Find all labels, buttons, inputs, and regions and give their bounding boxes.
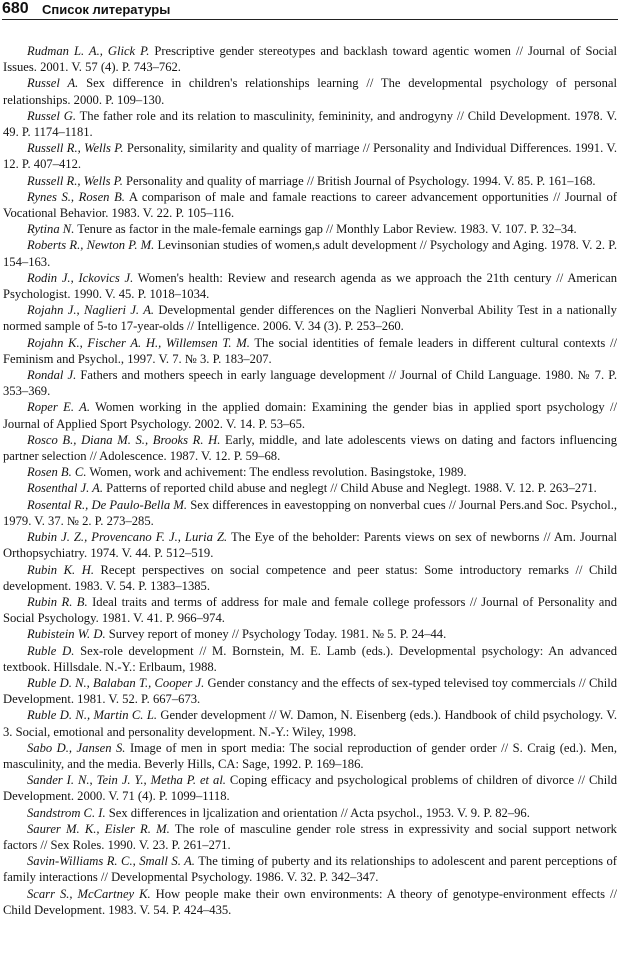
- reference-text: Personality, similarity and quality of marriage // Personality and Individual Differences. 1991. V. 12. P. 407–412.: [3, 141, 618, 172]
- reference-text: Gender development // W. Damon, N. Eisenberg (eds.). Handbook of child psychology. V. 3. Social, emotional and personality development. N.-Y.: Wiley, 1998.: [3, 708, 617, 739]
- reference-entry: [3, 75, 617, 107]
- reference-authors: Rubin J. Z., Provencano F. J., Luria Z.: [27, 530, 228, 545]
- reference-entry: [3, 189, 617, 221]
- reference-authors: Russell R., Wells P.: [27, 141, 124, 156]
- reference-text: Women's health: Review and research agenda as we approach the 21th century // American Psychologist. 1990. V. 45. P. 1018–1034.: [3, 270, 617, 302]
- reference-text: Sex differences in ljcalization and orientation // Acta psychol., 1953. V. 9. P. 82–96.: [105, 805, 530, 820]
- reference-text: The father role and its relation to masculinity, femininity, and androgyny // Child Development. 1978. V. 49. P. 1174–1181.: [3, 108, 617, 140]
- reference-text: Ideal traits and terms of address for male and female college professors // Journal of Personality and Social Psychology. 1981. V. 41. P. 966–974.: [3, 594, 617, 626]
- reference-entry: [3, 740, 617, 772]
- reference-entry: [3, 594, 617, 626]
- reference-entry: [3, 237, 617, 269]
- reference-entry: [3, 302, 617, 334]
- reference-text: Early, middle, and late adolescents views on dating and factors influencing partner selection // Adolescence. 1987. V. 12. P. 59–68.: [3, 432, 617, 464]
- running-header: [2, 0, 618, 20]
- reference-entry: [3, 675, 617, 707]
- reference-entry: [3, 270, 617, 302]
- reference-entry: [3, 480, 617, 496]
- reference-entry: [3, 626, 617, 642]
- page-number: 680: [2, 0, 29, 17]
- reference-text: The Eye of the beholder: Parents views on sex of newborns // Am. Journal Orthopsychiatry. 1974. V. 44. P. 512–519.: [3, 530, 618, 561]
- reference-entry: [3, 399, 617, 431]
- reference-entry: [3, 772, 617, 804]
- reference-authors: Roper E. A.: [27, 400, 90, 415]
- reference-authors: Roberts R., Newton P. M.: [27, 238, 155, 253]
- reference-text: The timing of puberty and its relationships to adolescent and parent perceptions of family interactions // Developmental Psychology. 1986. V. 32. P. 342–347.: [3, 854, 617, 885]
- reference-text: How people make their own environments: A theory of genotype-environment effects // Child Development. 1983. V. 54. P. 424–435.: [3, 886, 617, 917]
- reference-authors: Rondal J.: [27, 368, 77, 383]
- reference-authors: Russel A.: [27, 76, 79, 91]
- reference-text: Levinsonian studies of women,s adult development // Psychology and Aging. 1978. V. 2. P. 154–163.: [3, 238, 617, 269]
- reference-authors: Russell R., Wells P.: [27, 173, 123, 188]
- reference-authors: Rojahn K., Fischer A. H., Willemsen T. M.: [27, 335, 250, 350]
- reference-authors: Savin-Williams R. C., Small S. A.: [27, 854, 195, 869]
- reference-authors: Rojahn J., Naglieri J. A.: [27, 303, 155, 318]
- reference-entry: [3, 805, 617, 821]
- reference-entry: [3, 335, 617, 367]
- reference-entry: [3, 707, 617, 739]
- reference-text: Sex differences in eavestopping on nonverbal cues // Journal Pers.and Soc. Psychol., 1979. V. 37. № 2. P. 273–285.: [3, 497, 617, 528]
- reference-text: Sex difference in children's relationships learning // The developmental psychology of personal relationships. 2000. P. 109–130.: [3, 76, 617, 107]
- reference-authors: Sander I. N., Tein J. Y., Metha P. et al.: [27, 773, 226, 788]
- reference-list: [3, 43, 617, 918]
- reference-text: Personality and quality of marriage // British Journal of Psychology. 1994. V. 85. P. 161–168.: [122, 173, 596, 188]
- reference-text: Sex-role development // M. Bornstein, M. E. Lamb (eds.). Developmental psychology: An advanced textbook. Hillsdale. N.-Y.: Erlbaum, 1988.: [3, 643, 617, 674]
- reference-entry: [3, 367, 617, 399]
- reference-authors: Ruble D. N., Martin C. L.: [27, 708, 158, 723]
- reference-entry: [3, 464, 617, 480]
- reference-entry: [3, 108, 617, 140]
- reference-authors: Russel G.: [27, 108, 76, 123]
- section-title: Список литературы: [42, 2, 171, 17]
- reference-authors: Rosental R., De Paulo-Bella M.: [27, 497, 188, 512]
- reference-authors: Saurer M. K., Eisler R. M.: [27, 821, 170, 836]
- reference-text: Recept perspectives on social competence and peer status: Some introductory remarks // Child development. 1983. V. 54. P. 1383–1385.: [3, 562, 617, 593]
- reference-authors: Rubin R. B.: [27, 594, 88, 609]
- reference-entry: [3, 432, 617, 464]
- reference-authors: Rudman L. A., Glick P.: [27, 44, 150, 58]
- reference-entry: [3, 562, 617, 594]
- reference-authors: Ruble D.: [27, 643, 75, 658]
- reference-entry: [3, 497, 617, 529]
- reference-text: Developmental gender differences on the Naglieri Nonverbal Ability Test in a nationally normed sample of 5-to 17-year-olds // Intelligence. 2006. V. 34 (3). P. 253–260.: [3, 303, 617, 334]
- reference-entry: [3, 643, 617, 675]
- reference-text: Image of men in sport media: The social reproduction of gender order // S. Craig (ed.). Men, masculinity, and the media. Beverly Hills, CA: Sage, 1992. P. 169–186.: [3, 740, 617, 771]
- reference-authors: Ruble D. N., Balaban T., Cooper J.: [27, 675, 205, 690]
- reference-text: Patterns of reported child abuse and neglegt // Child Abuse and Neglegt. 1988. V. 12. P. 263–271.: [103, 481, 597, 496]
- reference-entry: [3, 853, 617, 885]
- reference-authors: Rynes S., Rosen B.: [27, 189, 125, 204]
- reference-text: A comparison of male and famale reactions to career advancement opportunities // Journal of Vocational Behavior. 1983. V. 22. P. 105–116.: [3, 189, 618, 221]
- reference-text: Survey report of money // Psychology Today. 1981. № 5. P. 24–44.: [105, 627, 447, 642]
- reference-text: The role of masculine gender role stress in expressivity and social support network factors // Sex Roles. 1990. V. 23. P. 261–271.: [3, 821, 617, 852]
- reference-text: Women working in the applied domain: Examining the gender bias in applied sport psychology // Journal of Applied Sport Psychology. 2002. V. 14. P. 53–65.: [3, 400, 618, 431]
- reference-authors: Rubin K. H.: [27, 562, 94, 577]
- reference-text: Tenure as factor in the male-female earnings gap // Monthly Labor Review. 1983. V. 107. P. 32–34.: [74, 222, 577, 237]
- reference-authors: Rodin J., Ickovics J.: [27, 270, 134, 285]
- reference-entry: [3, 886, 617, 918]
- reference-entry: [3, 43, 617, 75]
- reference-authors: Rosco B., Diana M. S., Brooks R. H.: [27, 432, 221, 447]
- reference-authors: Rubistein W. D.: [27, 627, 106, 642]
- reference-authors: Rosenthal J. A.: [27, 481, 104, 496]
- reference-authors: Sandstrom C. I.: [27, 805, 106, 820]
- reference-text: Fathers and mothers speech in early language development // Journal of Child Language. 1980. № 7. P. 353–369.: [3, 368, 617, 399]
- reference-text: Prescriptive gender stereotypes and backlash toward agentic women // Journal of Social Issues. 2001. V. 57 (4). P. 743–762.: [3, 44, 617, 75]
- reference-text: The social identities of female leaders in different cultural contexts // Feminism and Psychol., 1997. V. 7. № 3. P. 183–207.: [3, 335, 617, 366]
- reference-text: Coping efficacy and psychological problems of children of divorce // Child Development. 2000. V. 71 (4). P. 1099–1118.: [3, 773, 618, 804]
- reference-entry: [3, 821, 617, 853]
- reference-entry: [3, 221, 617, 237]
- reference-entry: [3, 529, 617, 561]
- header-rule: [2, 19, 618, 20]
- reference-entry: [3, 140, 617, 172]
- reference-text: Gender constancy and the effects of sex-typed televised toy commercials // Child Development. 1981. V. 52. P. 667–673.: [3, 675, 617, 707]
- reference-authors: Sabo D., Jansen S.: [27, 740, 126, 755]
- reference-authors: Scarr S., McCartney K.: [27, 886, 151, 901]
- reference-text: Women, work and achivement: The endless revolution. Basingstoke, 1989.: [86, 465, 467, 480]
- reference-entry: [3, 173, 617, 189]
- reference-authors: Rosen B. C.: [27, 465, 87, 480]
- reference-authors: Rytina N.: [27, 222, 75, 237]
